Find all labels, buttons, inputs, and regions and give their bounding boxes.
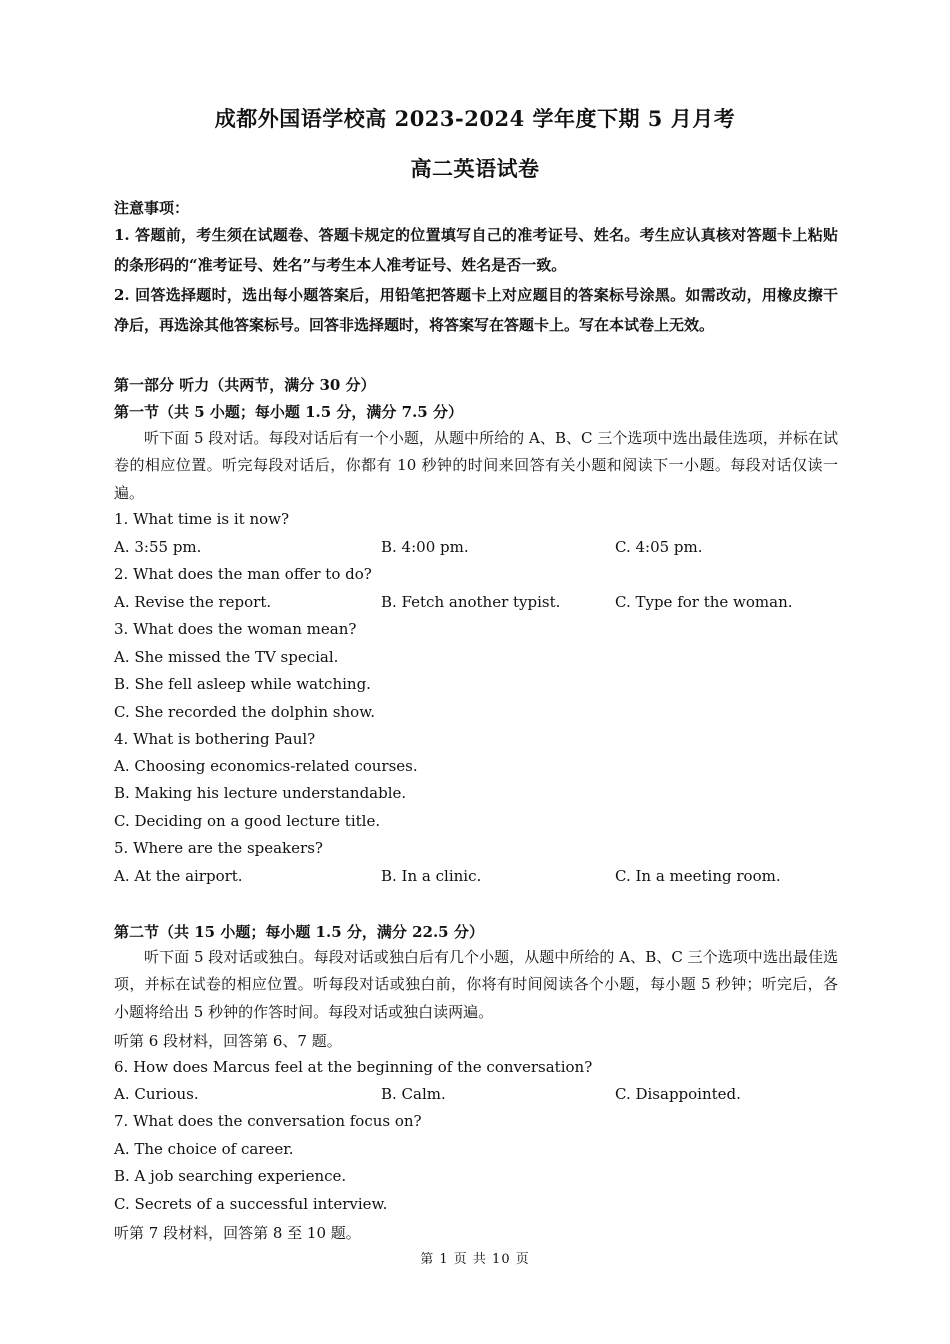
question-6-option-c: C. Disappointed. xyxy=(615,1085,741,1103)
question-1-option-b: B. 4:00 pm. xyxy=(381,538,469,556)
question-6: 6. How does Marcus feel at the beginning of the conversation? xyxy=(114,1058,593,1076)
question-5-option-c: C. In a meeting room. xyxy=(615,867,781,885)
section1-instructions: 听下面 5 段对话。每段对话后有一个小题，从题中所给的 A、B、C 三个选项中选出最佳选项，并标在试卷的相应位置。听完每段对话后，你都有 10 秒钟的时间来回答有关小题和阅读下一小题。每段对话仅读一遍。 xyxy=(114,429,838,502)
question-2-option-a: A. Revise the report. xyxy=(114,593,272,611)
section2-instructions: 听下面 5 段对话或独白。每段对话或独白后有几个小题，从题中所给的 A、B、C 三个选项中选出最佳选项，并标在试卷的相应位置。听每段对话或独白前，你将有时间阅读各个小题，每小题 5 秒钟；听完后，各小题将给出 5 秒钟的作答时间。每段对话或独白读两遍。 xyxy=(114,948,838,1021)
question-1-option-c: C. 4:05 pm. xyxy=(615,538,703,556)
question-5-option-b: B. In a clinic. xyxy=(381,867,482,885)
question-3-option-c: C. She recorded the dolphin show. xyxy=(114,703,376,721)
question-4-option-a: A. Choosing economics-related courses. xyxy=(114,757,418,775)
question-3-option-b: B. She fell asleep while watching. xyxy=(114,675,371,693)
section1-heading: 第一节（共 5 小题；每小题 1.5 分，满分 7.5 分） xyxy=(114,403,463,421)
question-5: 5. Where are the speakers? xyxy=(114,839,323,857)
question-4: 4. What is bothering Paul? xyxy=(114,730,316,748)
question-4-option-b: B. Making his lecture understandable. xyxy=(114,784,407,802)
part1-heading: 第一部分 听力（共两节，满分 30 分） xyxy=(114,376,376,394)
notice-heading: 注意事项： xyxy=(114,199,190,217)
section2-heading: 第二节（共 15 小题；每小题 1.5 分，满分 22.5 分） xyxy=(114,923,484,941)
question-2: 2. What does the man offer to do? xyxy=(114,565,372,583)
page-footer: 第 1 页 共 10 页 xyxy=(420,1252,530,1267)
question-3-option-a: A. She missed the TV special. xyxy=(114,648,339,666)
exam-title: 成都外国语学校高 2023-2024 学年度下期 5 月月考 xyxy=(214,106,736,131)
material-6-note: 听第 6 段材料，回答第 6、7 题。 xyxy=(114,1032,342,1050)
question-2-option-b: B. Fetch another typist. xyxy=(381,593,561,611)
question-1-option-a: A. 3:55 pm. xyxy=(114,538,202,556)
notice-item-1: 1. 答题前，考生须在试题卷、答题卡规定的位置填写自己的准考证号、姓名。考生应认真核对答题卡上粘贴的条形码的“准考证号、姓名”与考生本人准考证号、姓名是否一致。 xyxy=(114,226,838,274)
notice-item-2: 2. 回答选择题时，选出每小题答案后，用铅笔把答题卡上对应题目的答案标号涂黑。如需改动，用橡皮擦干净后，再选涂其他答案标号。回答非选择题时，将答案写在答题卡上。写在本试卷上无效。 xyxy=(114,286,838,334)
question-3: 3. What does the woman mean? xyxy=(114,620,357,638)
question-7-option-a: A. The choice of career. xyxy=(114,1140,294,1158)
question-6-option-b: B. Calm. xyxy=(381,1085,446,1103)
exam-subtitle: 高二英语试卷 xyxy=(410,156,540,181)
question-4-option-c: C. Deciding on a good lecture title. xyxy=(114,812,381,830)
question-7-option-b: B. A job searching experience. xyxy=(114,1167,347,1185)
question-5-option-a: A. At the airport. xyxy=(114,867,243,885)
question-7: 7. What does the conversation focus on? xyxy=(114,1112,422,1130)
question-6-option-a: A. Curious. xyxy=(114,1085,199,1103)
question-7-option-c: C. Secrets of a successful interview. xyxy=(114,1195,388,1213)
material-7-note: 听第 7 段材料，回答第 8 至 10 题。 xyxy=(114,1224,361,1242)
question-2-option-c: C. Type for the woman. xyxy=(615,593,793,611)
question-1: 1. What time is it now? xyxy=(114,510,290,528)
